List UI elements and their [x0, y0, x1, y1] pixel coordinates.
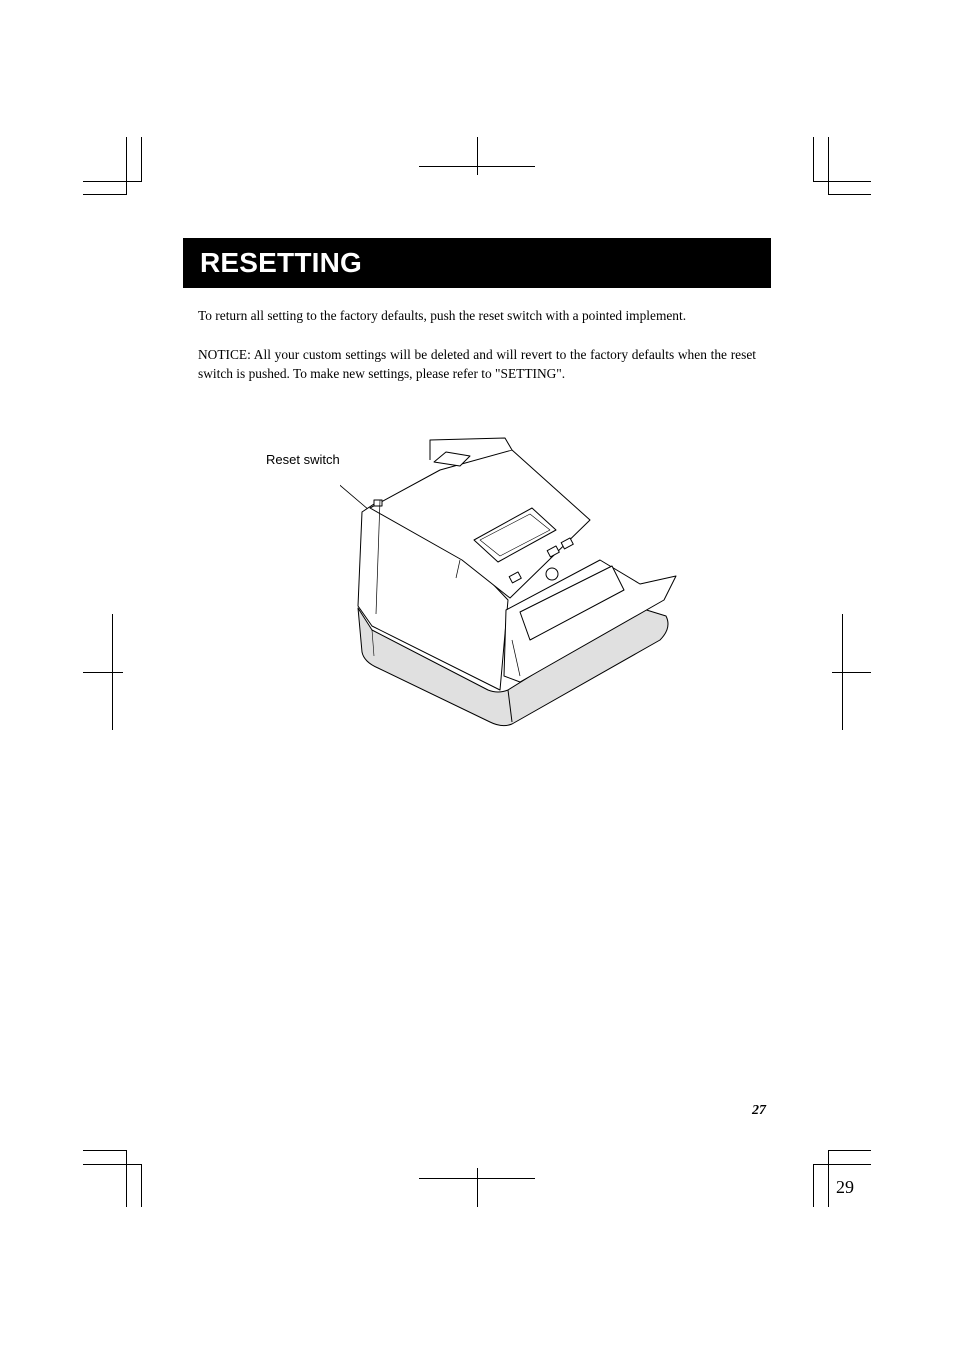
knob [546, 568, 558, 580]
crop-mark [477, 137, 478, 175]
crop-mark [477, 1168, 478, 1207]
reset-switch-callout: Reset switch [266, 452, 340, 467]
crop-mark [141, 137, 142, 182]
notice-paragraph: NOTICE: All your custom settings will be deleted and will revert to the factory defaults when the reset switch is pushed. To make new settings, please refer to "SETTING". [198, 347, 756, 381]
crop-mark [813, 137, 814, 182]
crop-mark [83, 1164, 142, 1165]
section-title-bar [183, 238, 771, 288]
crop-mark [141, 1164, 142, 1207]
crop-mark [832, 672, 871, 673]
instruction-paragraph: To return all setting to the factory defaults, push the reset switch with a pointed implement. [198, 308, 687, 323]
crop-mark [126, 1150, 127, 1207]
crop-mark [813, 181, 871, 182]
printer-illustration [340, 430, 685, 730]
crop-mark [828, 1150, 829, 1207]
reset-switch [374, 500, 382, 506]
page-number: 27 [752, 1103, 766, 1118]
crop-mark [828, 137, 829, 195]
crop-mark [83, 1150, 127, 1151]
crop-mark [828, 194, 871, 195]
crop-mark [83, 194, 127, 195]
crop-mark [83, 672, 123, 673]
sheet-number: 29 [836, 1177, 854, 1197]
section-title: RESETTING [200, 247, 363, 278]
crop-mark [83, 181, 142, 182]
crop-mark [813, 1164, 871, 1165]
crop-mark [828, 1150, 871, 1151]
crop-mark [813, 1164, 814, 1207]
crop-mark [126, 137, 127, 195]
